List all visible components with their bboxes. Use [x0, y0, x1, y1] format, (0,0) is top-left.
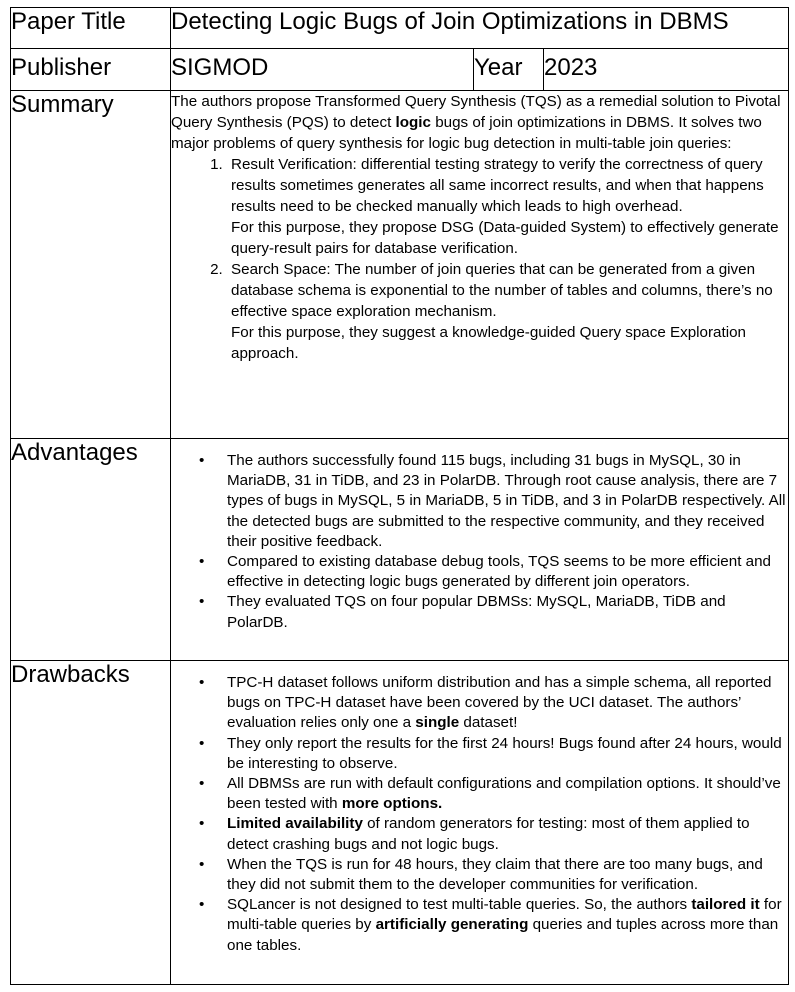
summary-label: Summary	[11, 91, 171, 439]
drawback-item: • TPC-H dataset follows uniform distribution and has a simple schema, all reported bugs on TPC-H dataset have been covered by the UCI dataset. The authors’ evaluation relies only one a single dataset!	[199, 674, 772, 732]
publisher-label: Publisher	[11, 49, 171, 91]
paper-review-table	[10, 7, 789, 985]
bullet-icon: •	[199, 775, 205, 793]
drawback-item: • All DBMSs are run with default configurations and compilation options. It should’ve been tested with more options.	[199, 775, 781, 813]
bullet-icon: •	[199, 593, 205, 611]
advantages-content	[171, 439, 789, 661]
drawbacks-label: Drawbacks	[11, 661, 171, 985]
advantage-item: • The authors successfully found 115 bugs, including 31 bugs in MySQL, 30 in MariaDB, 31 in TiDB, and 23 in PolarDB. Through root cause analysis, there are 7 types of bugs in MySQL, 5 in MariaDB, 5 in TiDB, and 3 in PolarDB respectively. All the detected bugs are submitted to the respective community, and they received their positive feedback.	[199, 452, 786, 550]
bullet-icon: •	[199, 674, 205, 691]
paper-title-label: Paper Title	[11, 8, 171, 49]
title-row	[11, 8, 789, 49]
paper-title-value: Detecting Logic Bugs of Join Optimizations in DBMS	[171, 8, 789, 49]
bullet-icon: •	[199, 452, 205, 469]
bullet-icon: •	[199, 734, 205, 752]
summary-row	[11, 91, 789, 439]
summary-content	[171, 91, 789, 439]
drawbacks-list	[171, 673, 788, 956]
drawback-item: • Limited availability of random generators for testing: most of them applied to detect crashing bugs and not logic bugs.	[199, 815, 750, 853]
advantage-item: • Compared to existing database debug tools, TQS seems to be more efficient and effective in detecting logic bugs generated by different join operators.	[199, 553, 771, 591]
drawback-item: • When the TQS is run for 48 hours, they claim that there are too many bugs, and they did not submit them to the developer communities for verification.	[199, 855, 763, 894]
advantages-label: Advantages	[11, 439, 171, 661]
bullet-icon: •	[199, 855, 205, 873]
summary-item: 2. Search Space: The number of join queries that can be generated from a given database schema is exponential to the number of tables and columns, there’s no effective space exploration mechanism. For this purpose, they suggest a knowledge-guided Query space Exploration approach.	[227, 259, 788, 364]
drawbacks-content	[171, 661, 789, 985]
drawbacks-row	[11, 661, 789, 985]
drawback-item: • SQLancer is not designed to test multi-table queries. So, the authors tailored it for multi-table queries by artificially generating queries and tuples across more than one tables.	[199, 896, 782, 954]
summary-intro: The authors propose Transformed Query Synthesis (TQS) as a remedial solution to Pivotal Query Synthesis (PQS) to detect logic bugs of join optimizations in DBMS. It solves two major problems of query synthesis for logic bug detection in multi-table join queries:	[171, 93, 781, 152]
publisher-value: SIGMOD	[171, 49, 474, 91]
advantages-list	[171, 451, 788, 633]
publisher-row	[11, 49, 789, 91]
bullet-icon: •	[199, 553, 205, 571]
drawback-item: • They only report the results for the first 24 hours! Bugs found after 24 hours, would be interesting to observe.	[199, 734, 782, 772]
bullet-icon: •	[199, 815, 205, 833]
advantages-row	[11, 439, 789, 661]
year-value: 2023	[544, 49, 789, 91]
summary-list	[171, 154, 788, 364]
year-label: Year	[474, 49, 544, 91]
advantage-item: • They evaluated TQS on four popular DBMSs: MySQL, MariaDB, TiDB and PolarDB.	[199, 593, 726, 631]
bullet-icon: •	[199, 896, 205, 914]
summary-item: 1. Result Verification: differential testing strategy to verify the correctness of query results sometimes generates all same incorrect results, and when that happens results need to be checked manually which leads to high overhead. For this purpose, they propose DSG (Data-guided System) to effectively generate query-result pairs for database verification.	[227, 154, 788, 259]
